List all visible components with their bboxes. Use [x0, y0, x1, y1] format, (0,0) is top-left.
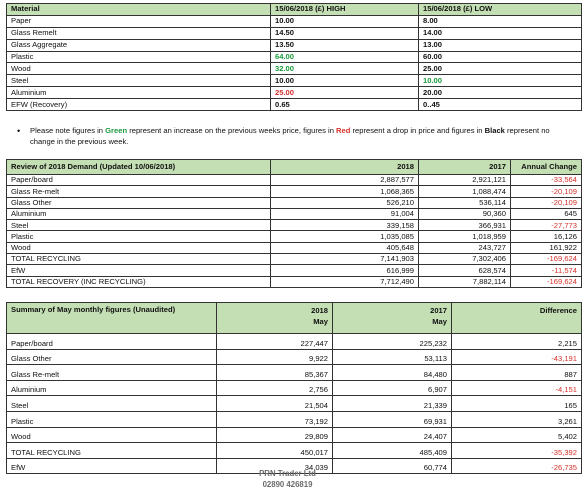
header-2018-may: 2018 May: [217, 303, 333, 334]
monthly-row: [7, 365, 582, 381]
demand-change: 645: [511, 208, 582, 219]
material-name: Wood: [7, 63, 271, 75]
demand-label: EfW: [7, 265, 271, 276]
monthly-2018: 29,809: [217, 427, 333, 443]
note-green: Green: [105, 126, 128, 135]
demand-2018: 339,158: [271, 220, 419, 231]
material-name: EFW (Recovery): [7, 99, 271, 111]
demand-label: Paper/board: [7, 175, 271, 186]
material-name: Aluminium: [7, 87, 271, 99]
price-row: [7, 51, 582, 63]
monthly-difference: -43,191: [452, 349, 582, 365]
monthly-2018: 34,039: [217, 458, 333, 474]
monthly-label: EfW: [7, 458, 217, 474]
demand-label: Glass Other: [7, 197, 271, 208]
demand-change: -33,564: [511, 175, 582, 186]
monthly-2018: 21,504: [217, 396, 333, 412]
monthly-2017: 485,409: [333, 443, 452, 459]
demand-2017: 243,727: [419, 242, 511, 253]
note-red: Red: [336, 126, 351, 135]
price-low: 0..45: [419, 99, 582, 111]
demand-row: [7, 208, 582, 219]
demand-row: [7, 242, 582, 253]
header-summary: Summary of May monthly figures (Unaudited): [7, 303, 217, 334]
monthly-2017: 53,113: [333, 349, 452, 365]
header-material: Material: [7, 4, 271, 16]
company-phone: 02890 426819: [262, 480, 313, 489]
monthly-2017: 60,774: [333, 458, 452, 474]
demand-2017: 2,921,121: [419, 175, 511, 186]
monthly-difference: -26,735: [452, 458, 582, 474]
monthly-2018: 227,447: [217, 334, 333, 350]
demand-row: [7, 220, 582, 231]
monthly-row: [7, 427, 582, 443]
price-row: [7, 75, 582, 87]
monthly-label: Plastic: [7, 411, 217, 427]
monthly-difference: 2,215: [452, 334, 582, 350]
monthly-2018: 73,192: [217, 411, 333, 427]
demand-change: -20,109: [511, 186, 582, 197]
monthly-2018: 450,017: [217, 443, 333, 459]
demand-2018: 1,068,365: [271, 186, 419, 197]
demand-row: [7, 197, 582, 208]
price-high: 0.65: [271, 99, 419, 111]
demand-row: [7, 231, 582, 242]
price-table: [6, 3, 582, 111]
monthly-row: [7, 443, 582, 459]
demand-row: [7, 254, 582, 265]
demand-change: -11,574: [511, 265, 582, 276]
demand-2017: 1,018,959: [419, 231, 511, 242]
monthly-label: Glass Other: [7, 349, 217, 365]
monthly-row: [7, 380, 582, 396]
price-note: • Please note figures in Green represent an increase on the previous weeks price, figures in Red represent a drop in price and figures in Black represent no change in the previous week.: [17, 126, 550, 146]
demand-label: Aluminium: [7, 208, 271, 219]
monthly-2018: 9,922: [217, 349, 333, 365]
bullet-icon: •: [17, 126, 21, 136]
demand-2017: 536,114: [419, 197, 511, 208]
demand-2017: 628,574: [419, 265, 511, 276]
monthly-2017: 225,232: [333, 334, 452, 350]
company-name: PRN Trader Ltd: [259, 469, 316, 478]
price-row: [7, 27, 582, 39]
demand-2017: 7,882,114: [419, 276, 511, 287]
monthly-difference: 3,261: [452, 411, 582, 427]
price-high: 32.00: [271, 63, 419, 75]
header-annual-change: Annual Change: [511, 160, 582, 175]
price-high: 14.50: [271, 27, 419, 39]
price-row: [7, 15, 582, 27]
monthly-row: [7, 349, 582, 365]
demand-label: Steel: [7, 220, 271, 231]
monthly-table-header: [7, 303, 582, 334]
header-low: 15/06/2018 (£) LOW: [419, 4, 582, 16]
price-row: [7, 63, 582, 75]
monthly-2017: 6,907: [333, 380, 452, 396]
monthly-row: [7, 396, 582, 412]
monthly-row: [7, 411, 582, 427]
price-low: 14.00: [419, 27, 582, 39]
monthly-2017: 24,407: [333, 427, 452, 443]
note-black: Black: [484, 126, 505, 135]
demand-change: -169,624: [511, 276, 582, 287]
price-high: 13.50: [271, 39, 419, 51]
price-high: 64.00: [271, 51, 419, 63]
demand-change: 161,922: [511, 242, 582, 253]
monthly-difference: -4,151: [452, 380, 582, 396]
monthly-table: [6, 302, 582, 474]
monthly-label: Aluminium: [7, 380, 217, 396]
header-2017-may: 2017 May: [333, 303, 452, 334]
demand-row: [7, 265, 582, 276]
monthly-2018: 85,367: [217, 365, 333, 381]
demand-change: -27,773: [511, 220, 582, 231]
demand-change: -20,109: [511, 197, 582, 208]
price-row: [7, 99, 582, 111]
header-2017: 2017: [419, 160, 511, 175]
monthly-2017: 21,339: [333, 396, 452, 412]
material-name: Paper: [7, 15, 271, 27]
demand-2017: 1,088,474: [419, 186, 511, 197]
demand-2018: 2,887,577: [271, 175, 419, 186]
demand-2018: 7,141,903: [271, 254, 419, 265]
demand-label: Glass Re-melt: [7, 186, 271, 197]
demand-2018: 1,035,085: [271, 231, 419, 242]
demand-label: TOTAL RECYCLING: [7, 254, 271, 265]
header-review: Review of 2018 Demand (Updated 10/06/2018): [7, 160, 271, 175]
price-high: 10.00: [271, 75, 419, 87]
demand-label: TOTAL RECOVERY (INC RECYCLING): [7, 276, 271, 287]
demand-table: [6, 159, 582, 288]
monthly-2017: 84,480: [333, 365, 452, 381]
monthly-label: Glass Re-melt: [7, 365, 217, 381]
monthly-2018: 2,756: [217, 380, 333, 396]
price-high: 10.00: [271, 15, 419, 27]
demand-2018: 616,999: [271, 265, 419, 276]
header-2018: 2018: [271, 160, 419, 175]
monthly-label: Wood: [7, 427, 217, 443]
price-table-header: [7, 4, 582, 16]
footer: [0, 468, 575, 490]
price-low: 20.00: [419, 87, 582, 99]
demand-label: Wood: [7, 242, 271, 253]
demand-row: [7, 175, 582, 186]
demand-2018: 526,210: [271, 197, 419, 208]
demand-row: [7, 276, 582, 287]
demand-2017: 366,931: [419, 220, 511, 231]
monthly-row: [7, 334, 582, 350]
demand-2018: 91,004: [271, 208, 419, 219]
material-name: Glass Remelt: [7, 27, 271, 39]
material-name: Glass Aggregate: [7, 39, 271, 51]
material-name: Plastic: [7, 51, 271, 63]
header-difference: Difference: [452, 303, 582, 334]
demand-table-header: [7, 160, 582, 175]
price-high: 25.00: [271, 87, 419, 99]
monthly-difference: 887: [452, 365, 582, 381]
price-row: [7, 87, 582, 99]
demand-label: Plastic: [7, 231, 271, 242]
demand-2018: 7,712,490: [271, 276, 419, 287]
demand-2018: 405,648: [271, 242, 419, 253]
demand-2017: 7,302,406: [419, 254, 511, 265]
demand-change: -169,624: [511, 254, 582, 265]
demand-change: 16,126: [511, 231, 582, 242]
monthly-difference: 165: [452, 396, 582, 412]
monthly-difference: 5,402: [452, 427, 582, 443]
monthly-difference: -35,392: [452, 443, 582, 459]
monthly-2017: 69,931: [333, 411, 452, 427]
price-low: 60.00: [419, 51, 582, 63]
price-low: 13.00: [419, 39, 582, 51]
monthly-label: TOTAL RECYCLING: [7, 443, 217, 459]
price-low: 25.00: [419, 63, 582, 75]
price-low: 10.00: [419, 75, 582, 87]
price-low: 8.00: [419, 15, 582, 27]
demand-row: [7, 186, 582, 197]
price-row: [7, 39, 582, 51]
monthly-label: Steel: [7, 396, 217, 412]
material-name: Steel: [7, 75, 271, 87]
demand-2017: 90,360: [419, 208, 511, 219]
monthly-label: Paper/board: [7, 334, 217, 350]
header-high: 15/06/2018 (£) HIGH: [271, 4, 419, 16]
